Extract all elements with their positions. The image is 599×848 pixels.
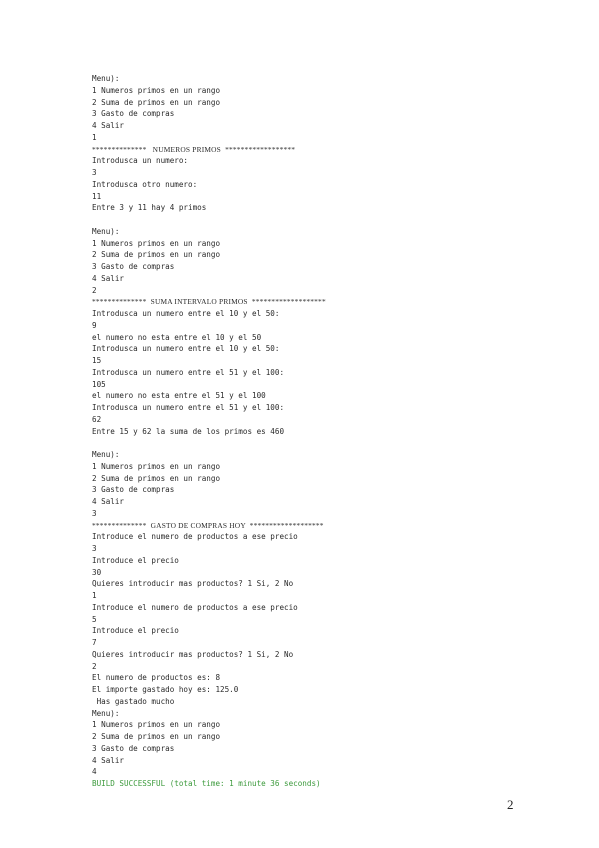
blank-line	[92, 214, 552, 226]
console-line: 3	[92, 168, 97, 177]
section-header-line: ************** NUMEROS PRIMOS ******************	[92, 144, 296, 154]
console-line: 2	[92, 661, 97, 671]
console-line: 4 Salir	[92, 273, 125, 283]
console-line: Menu):	[92, 708, 120, 718]
console-line: 2 Suma de primos en un rango	[92, 97, 221, 107]
page-number: 2	[507, 797, 514, 812]
console-line: 3 Gasto de compras	[92, 109, 175, 119]
console-line: 2 Suma de primos en un rango	[92, 732, 221, 741]
console-line: Menu):	[92, 450, 120, 459]
console-line: Introdusca un numero entre el 51 y el 100:	[92, 367, 285, 377]
console-line: Introdusca un numero entre el 51 y el 100:	[92, 403, 285, 412]
console-line: Menu):	[92, 74, 120, 83]
console-line: 1 Numeros primos en un rango	[92, 238, 221, 248]
console-line: 9	[92, 320, 97, 330]
console-line: El numero de productos es: 8	[92, 673, 221, 683]
console-line: 1	[92, 591, 97, 600]
console-line: Quieres introducir mas productos? 1 Si, 2 No	[92, 579, 294, 589]
console-line: Menu):	[92, 226, 120, 236]
console-line: Introduce el precio	[92, 555, 179, 565]
console-line: 3 Gasto de compras	[92, 485, 175, 495]
console-line: 3 Gasto de compras	[92, 743, 175, 753]
console-line: 1 Numeros primos en un rango	[92, 720, 221, 730]
console-output	[92, 73, 552, 790]
console-line: 11	[92, 191, 102, 201]
console-line: Introduce el numero de productos a ese precio	[92, 532, 298, 542]
console-line: 62	[92, 414, 102, 424]
console-line: 1 Numeros primos en un rango	[92, 85, 221, 95]
section-header-line: ************** SUMA INTERVALO PRIMOS *******************	[92, 297, 326, 307]
console-line: 4 Salir	[92, 497, 125, 506]
console-line: Introdusca un numero entre el 10 y el 50:	[92, 344, 280, 354]
console-line: 2	[92, 285, 97, 295]
section-header-line: ************** GASTO DE COMPRAS HOY *******************	[92, 520, 324, 530]
console-line: 5	[92, 614, 97, 624]
console-line: 30	[92, 567, 102, 577]
console-line: 2 Suma de primos en un rango	[92, 473, 221, 483]
console-line: 4	[92, 767, 97, 777]
console-line: 1 Numeros primos en un rango	[92, 461, 221, 471]
console-line: 3 Gasto de compras	[92, 262, 175, 271]
blank-line	[92, 437, 552, 449]
console-line: 4 Salir	[92, 121, 125, 130]
console-line: 1	[92, 132, 97, 142]
console-line: Has gastado mucho	[92, 696, 175, 706]
console-line: 2 Suma de primos en un rango	[92, 250, 221, 260]
console-line: 3	[92, 508, 97, 518]
console-line: el numero no esta entre el 51 y el 100	[92, 391, 266, 401]
console-line: 4 Salir	[92, 755, 125, 765]
console-line: El importe gastado hoy es: 125.0	[92, 685, 239, 694]
console-line: Introdusca un numero:	[92, 156, 189, 166]
console-line: Introdusca un numero entre el 10 y el 50:	[92, 309, 280, 318]
console-line: Quieres introducir mas productos? 1 Si, 2 No	[92, 649, 294, 659]
console-line: 3	[92, 544, 97, 553]
console-line: Entre 3 y 11 hay 4 primos	[92, 203, 207, 213]
console-line: 15	[92, 356, 102, 365]
console-line: Introduce el numero de productos a ese precio	[92, 602, 298, 612]
console-line: 7	[92, 638, 97, 647]
build-status-line: BUILD SUCCESSFUL (total time: 1 minute 36 seconds)	[92, 779, 321, 788]
console-line: Introdusca otro numero:	[92, 179, 198, 189]
console-line: Entre 15 y 62 la suma de los primos es 460	[92, 426, 285, 436]
console-line: el numero no esta entre el 10 y el 50	[92, 332, 262, 342]
console-line: 105	[92, 379, 106, 389]
console-line: Introduce el precio	[92, 626, 179, 636]
